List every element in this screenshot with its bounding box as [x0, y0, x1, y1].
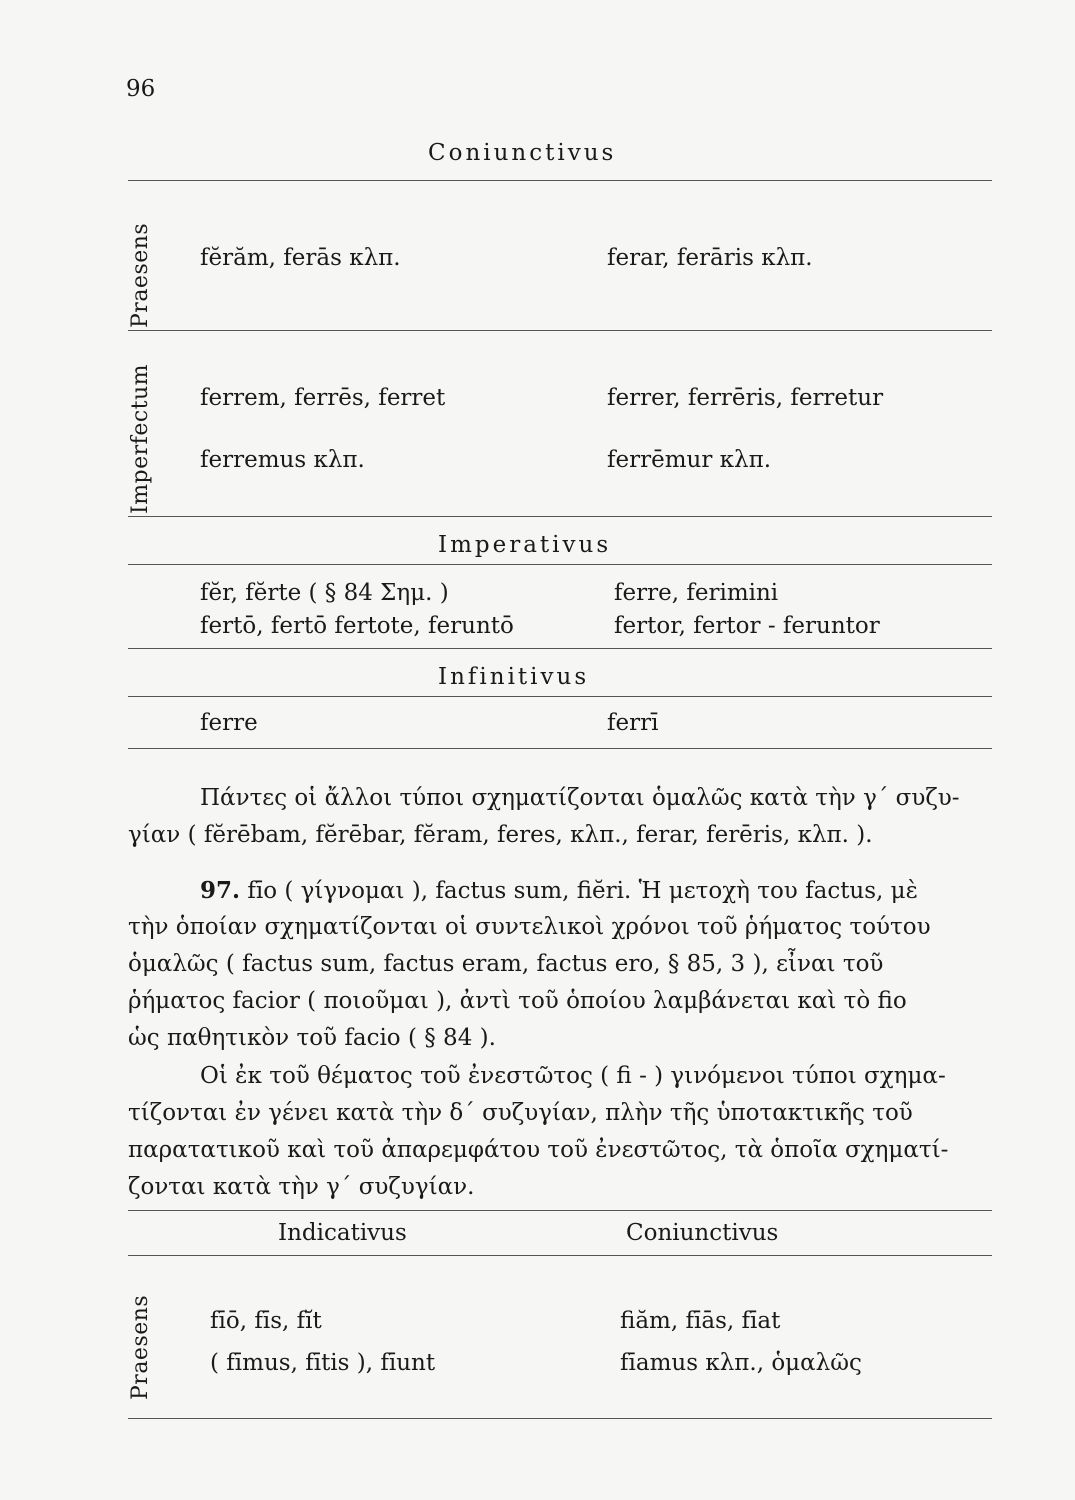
table-rule — [128, 1210, 992, 1211]
paragraph-line: παρατατικοῦ καὶ τοῦ ἀπαρεμφάτου τοῦ ἐνεστῶτος, τὰ ὁποῖα σχηματί- — [128, 1137, 949, 1163]
paragraph-line: τίζονται ἐν γένει κατὰ τὴν δ΄ συζυγίαν, πλὴν τῆς ὑποτακτικῆς τοῦ — [128, 1100, 913, 1126]
section-number: 97. — [200, 877, 241, 904]
table-rule — [128, 516, 992, 517]
table-rule — [128, 1255, 992, 1256]
table-rule — [128, 748, 992, 749]
coniunctivus-forms-2: fīamus κλπ., ὁμαλῶς — [620, 1350, 862, 1376]
imperativus-active-forms-1: fĕr, fĕrte ( § 84 Σημ. ) — [200, 580, 449, 606]
imperfectum-label: Imperfectum — [128, 363, 153, 514]
imperfectum-active-forms-1: ferrem, ferrēs, ferret — [200, 385, 446, 411]
praesens-active-forms: fĕrăm, ferās κλπ. — [200, 245, 401, 271]
imperativus-passive-forms-2: fertor, fertor - feruntor — [614, 613, 880, 639]
praesens-label: Praesens — [128, 222, 153, 328]
imperativus-active-forms-2: fertō, fertō fertote, feruntō — [200, 613, 514, 639]
indicativus-forms-1: fīō, fīs, fĭt — [210, 1308, 322, 1334]
coniunctivus-forms-1: fiăm, fīās, fīat — [620, 1308, 781, 1334]
imperfectum-passive-forms-2: ferrēmur κλπ. — [607, 447, 772, 473]
section-97-first-line — [200, 872, 918, 910]
table-rule — [128, 564, 992, 565]
infinitivus-passive-form: ferrī — [607, 710, 659, 736]
paragraph-line: τὴν ὁποίαν σχηματίζονται οἱ συντελικοὶ χρόνοι τοῦ ῥήματος τούτου — [128, 914, 931, 940]
table-rule — [128, 696, 992, 697]
page-number: 96 — [126, 76, 156, 102]
imperativus-passive-forms-1: ferre, ferimini — [614, 580, 779, 606]
paragraph-line: γίαν ( fĕrēbam, fĕrēbar, fĕram, feres, κλπ., ferar, ferēris, κλπ. ). — [128, 822, 873, 848]
praesens-passive-forms: ferar, ferāris κλπ. — [607, 245, 813, 271]
coniunctivus-heading: Coniunctivus — [428, 140, 617, 166]
paragraph-line: ὡς παθητικὸν τοῦ facio ( § 84 ). — [128, 1025, 496, 1051]
paragraph-line: Πάντες οἱ ἄλλοι τύποι σχηματίζονται ὁμαλῶς κατὰ τὴν γ΄ συζυ- — [200, 785, 960, 811]
coniunctivus-column-header: Coniunctivus — [626, 1220, 779, 1246]
praesens-label: Praesens — [128, 1294, 153, 1400]
indicativus-forms-2: ( fīmus, fītis ), fīunt — [210, 1350, 436, 1376]
infinitivus-heading: Infinitivus — [438, 664, 590, 690]
indicativus-column-header: Indicativus — [278, 1220, 407, 1246]
table-rule — [128, 330, 992, 331]
paragraph-line: Οἱ ἐκ τοῦ θέματος τοῦ ἐνεστῶτος ( fi - ) γινόμενοι τύποι σχημα- — [200, 1063, 946, 1089]
paragraph-line: ὁμαλῶς ( factus sum, factus eram, factus ero, § 85, 3 ), εἶναι τοῦ — [128, 951, 884, 977]
paragraph-line: ῥήματος facior ( ποιοῦμαι ), ἀντὶ τοῦ ὁποίου λαμβάνεται καὶ τὸ fio — [128, 988, 907, 1014]
paragraph-line: ζονται κατὰ τὴν γ΄ συζυγίαν. — [128, 1174, 475, 1200]
infinitivus-active-form: ferre — [200, 710, 258, 736]
paragraph-line: fīo ( γίγνομαι ), factus sum, fiĕri. Ἡ μετοχὴ του factus, μὲ — [240, 878, 918, 904]
table-rule — [128, 180, 992, 181]
imperfectum-active-forms-2: ferremus κλπ. — [200, 447, 365, 473]
table-rule — [128, 648, 992, 649]
table-rule — [128, 1418, 992, 1419]
imperativus-heading: Imperativus — [438, 532, 612, 558]
imperfectum-passive-forms-1: ferrer, ferrēris, ferretur — [607, 385, 884, 411]
